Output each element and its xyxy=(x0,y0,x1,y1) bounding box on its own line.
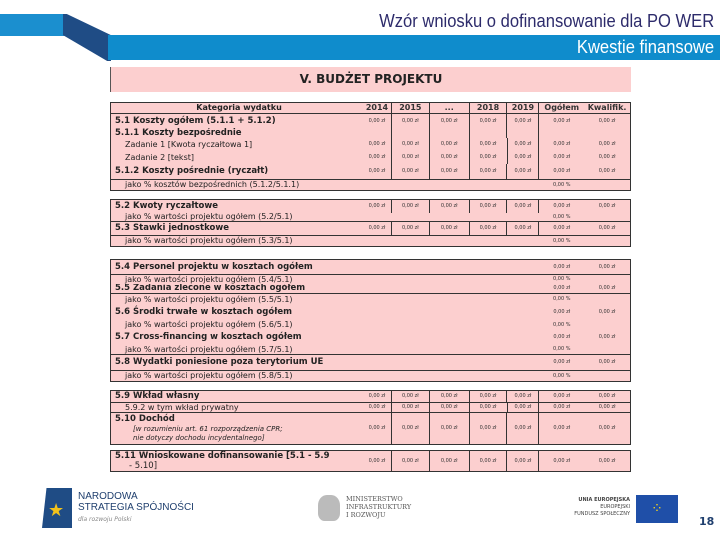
empty-cell xyxy=(392,305,430,320)
empty-cell xyxy=(507,180,539,190)
row-label-text: jako % wartości projektu ogółem (5.8/5.1) xyxy=(125,371,293,380)
value-cell[interactable]: 0,00 zł xyxy=(430,391,470,402)
empty-cell xyxy=(470,275,508,284)
star-icon: ★ xyxy=(48,500,65,521)
value-cell[interactable]: 0,00 zł xyxy=(598,425,616,431)
table-row xyxy=(111,128,630,138)
row-label-text: 5.7 Cross-financing w kosztach ogółem xyxy=(115,332,302,343)
value-cell[interactable]: 0,00 % xyxy=(553,372,571,379)
header-accent-bar xyxy=(0,14,66,36)
eagle-emblem-icon xyxy=(318,495,340,521)
value-cell[interactable]: 0,00 zł xyxy=(507,114,539,128)
empty-cell xyxy=(363,345,392,354)
value-cell[interactable]: 0,00 zł xyxy=(430,114,470,128)
eu-line: EUROPEJSKI xyxy=(600,504,630,510)
row-label-text: 5.8 Wydatki poniesione poza terytorium UE xyxy=(115,357,324,368)
empty-cell xyxy=(392,345,430,354)
table-row xyxy=(111,371,630,381)
empty-cell xyxy=(363,236,392,246)
empty-cell xyxy=(363,355,392,370)
table-row xyxy=(111,236,630,246)
value-cell[interactable]: 0,00 zł xyxy=(598,168,616,174)
table-row xyxy=(111,222,630,236)
value-cell[interactable]: 0,00 zł xyxy=(430,222,470,235)
row-label xyxy=(111,114,363,128)
row-label-text: jako % wartości projektu ogółem (5.5/5.1) xyxy=(125,294,293,304)
empty-cell xyxy=(363,330,392,345)
table-row xyxy=(111,320,630,330)
empty-cell xyxy=(430,284,470,293)
empty-cell xyxy=(584,128,630,138)
table-row xyxy=(111,114,630,128)
value-cell[interactable]: 0,00 zł xyxy=(507,164,539,179)
row-label xyxy=(111,345,363,354)
table-row xyxy=(111,345,630,355)
value-cell[interactable]: 0,00 zł xyxy=(598,285,616,291)
row-label xyxy=(111,151,363,164)
value-cell[interactable]: 0,00 zł xyxy=(553,334,571,340)
value-cell[interactable]: 0,00 zł xyxy=(553,203,571,209)
empty-cell xyxy=(392,355,430,370)
value-cell[interactable]: 0,00 zł xyxy=(392,403,430,412)
value-cell[interactable]: 0,00 zł xyxy=(392,222,430,235)
empty-cell xyxy=(430,330,470,345)
table-row xyxy=(111,284,630,294)
value-cell[interactable]: 0,00 zł xyxy=(392,451,430,471)
value-cell[interactable]: 0,00 zł xyxy=(470,164,508,179)
empty-cell xyxy=(430,128,470,138)
value-cell[interactable]: 0,00 zł xyxy=(598,203,616,209)
ministry-line: I ROZWOJU xyxy=(346,511,386,519)
value-cell[interactable]: 0,00 zł xyxy=(507,391,539,402)
value-cell[interactable]: 0,00 zł xyxy=(508,403,540,412)
value-cell[interactable]: 0,00 zł xyxy=(553,457,571,464)
table-row xyxy=(111,451,630,471)
ministry-logo-text xyxy=(346,495,411,519)
eu-logo-text xyxy=(560,497,630,518)
empty-cell xyxy=(392,180,430,190)
column-header: 2018 xyxy=(470,103,508,113)
table-row xyxy=(111,391,630,403)
row-note: [w rozumieniu art. 61 rozporządzenia CPR; xyxy=(133,424,283,433)
header-accent-slant xyxy=(63,14,111,61)
row-label-text: 5.2 Kwoty ryczałtowe xyxy=(115,201,218,212)
row-label-text: 5.4 Personel projektu w kosztach ogółem xyxy=(115,261,313,272)
slide-title: Wzór wniosku o dofinansowanie dla PO WER xyxy=(378,11,714,31)
row-label-text: 5.6 Środki trwałe w kosztach ogółem xyxy=(115,307,292,318)
row-label-text: 5.1.2 Koszty pośrednie (ryczałt) xyxy=(115,166,269,177)
empty-cell xyxy=(470,330,508,345)
table-row xyxy=(111,151,630,164)
table-row xyxy=(111,305,630,320)
value-cell[interactable]: 0,00 zł xyxy=(553,141,571,147)
empty-cell xyxy=(507,371,539,381)
empty-cell xyxy=(584,213,630,221)
empty-cell xyxy=(392,371,430,381)
value-cell[interactable]: 0,00 zł xyxy=(470,391,508,402)
row-label xyxy=(111,371,363,381)
empty-cell xyxy=(507,236,539,246)
value-cell[interactable]: 0,00 zł xyxy=(598,359,616,365)
value-cell[interactable]: 0,00 zł xyxy=(598,404,616,410)
value-cell[interactable]: 0,00 zł xyxy=(363,114,392,128)
value-cell[interactable]: 0,00 zł xyxy=(507,200,539,213)
value-cell[interactable]: 0,00 zł xyxy=(363,138,392,151)
value-cell[interactable]: 0,00 zł xyxy=(470,114,508,128)
empty-cell xyxy=(470,213,508,221)
value-cell[interactable]: 0,00 zł xyxy=(430,451,470,471)
row-label-text: 5.9.2 w tym wkład prywatny xyxy=(125,403,239,412)
empty-cell xyxy=(392,236,430,246)
empty-cell xyxy=(507,213,539,221)
row-label xyxy=(111,180,363,190)
value-cell[interactable]: 0,00 zł xyxy=(598,154,616,160)
empty-cell xyxy=(507,294,539,305)
empty-cell xyxy=(392,320,430,330)
value-cell[interactable]: 0,00 zł xyxy=(470,403,508,412)
row-label xyxy=(111,403,363,412)
value-cell[interactable]: 0,00 % xyxy=(553,237,571,244)
row-label xyxy=(111,320,363,330)
value-cell[interactable]: 0,00 % xyxy=(553,213,571,220)
empty-cell xyxy=(430,180,470,190)
value-cell[interactable]: 0,00 zł xyxy=(470,151,508,164)
value-cell[interactable]: 0,00 zł xyxy=(363,222,392,235)
row-label-text: 5.1 Koszty ogółem (5.1.1 + 5.1.2) xyxy=(115,115,276,126)
empty-cell xyxy=(470,355,508,370)
empty-cell xyxy=(363,320,392,330)
empty-cell xyxy=(584,236,630,246)
table-row xyxy=(111,213,630,222)
empty-cell xyxy=(470,236,508,246)
row-label xyxy=(111,164,363,179)
empty-cell xyxy=(507,305,539,320)
value-cell[interactable]: 0,00 zł xyxy=(553,425,571,431)
value-cell[interactable]: 0,00 zł xyxy=(598,263,616,270)
value-cell[interactable]: 0,00 zł xyxy=(470,451,508,471)
row-label xyxy=(111,330,363,345)
empty-cell xyxy=(507,128,539,138)
empty-cell xyxy=(392,260,430,274)
column-header: 2019 xyxy=(507,103,539,113)
row-label-text: Zadanie 2 [tekst] xyxy=(125,152,194,162)
value-cell[interactable]: 0,00 zł xyxy=(508,138,540,151)
table-row xyxy=(111,200,630,213)
empty-cell xyxy=(392,275,430,284)
row-label-text: Zadanie 1 [Kwota ryczałtowa 1] xyxy=(125,139,253,149)
row-label xyxy=(111,222,363,235)
row-label-text: jako % wartości projektu ogółem (5.6/5.1) xyxy=(125,320,293,329)
empty-cell xyxy=(507,275,539,284)
row-label xyxy=(111,236,363,246)
empty-cell xyxy=(430,355,470,370)
value-cell[interactable]: 0,00 zł xyxy=(392,391,430,402)
budget-section xyxy=(110,102,631,191)
row-label-cont: - 5.10] xyxy=(129,460,158,471)
value-cell[interactable]: 0,00 zł xyxy=(470,413,508,444)
nss-line: STRATEGIA SPÓJNOŚCI xyxy=(78,502,194,513)
empty-cell xyxy=(363,284,392,293)
empty-cell xyxy=(363,371,392,381)
ministry-line: MINISTERSTWO xyxy=(346,495,403,503)
eu-line: UNIA EUROPEJSKA xyxy=(578,497,630,503)
value-cell[interactable]: 0,00 zł xyxy=(598,457,616,464)
budget-title: V. BUDŻET PROJEKTU xyxy=(110,67,631,92)
empty-cell xyxy=(507,260,539,274)
value-cell[interactable]: 0,00 zł xyxy=(430,138,470,151)
eu-flag-icon: ⁘ xyxy=(636,495,678,523)
empty-cell xyxy=(363,128,392,138)
empty-cell xyxy=(392,213,430,221)
empty-cell xyxy=(392,294,430,305)
value-cell[interactable]: 0,00 zł xyxy=(430,151,470,164)
row-label xyxy=(111,413,363,444)
table-row xyxy=(111,413,630,444)
empty-cell xyxy=(539,128,584,138)
empty-cell xyxy=(470,305,508,320)
row-label-text: 5.11 Wnioskowane dofinansowanie [5.1 - 5.9 xyxy=(115,451,330,461)
value-cell[interactable]: 0,00 zł xyxy=(363,151,392,164)
row-label xyxy=(111,391,363,402)
value-cell[interactable]: 0,00 zł xyxy=(363,451,392,471)
table-row xyxy=(111,138,630,151)
table-row xyxy=(111,294,630,305)
page-number: 18 xyxy=(699,515,715,528)
value-cell[interactable]: 0,00 zł xyxy=(392,138,430,151)
value-cell[interactable]: 0,00 zł xyxy=(430,164,470,179)
empty-cell xyxy=(470,284,508,293)
row-label xyxy=(111,305,363,320)
empty-cell xyxy=(430,305,470,320)
value-cell[interactable]: 0,00 % xyxy=(553,296,571,302)
row-label-text: jako % wartości projektu ogółem (5.2/5.1) xyxy=(125,213,293,221)
value-cell[interactable]: 0,00 zł xyxy=(392,413,430,444)
value-cell[interactable]: 0,00 zł xyxy=(598,225,616,231)
value-cell[interactable]: 0,00 zł xyxy=(392,164,430,179)
row-label-text: jako % wartości projektu ogółem (5.3/5.1) xyxy=(125,236,293,245)
empty-cell xyxy=(507,320,539,330)
value-cell[interactable]: 0,00 zł xyxy=(363,200,392,213)
empty-cell xyxy=(430,275,470,284)
empty-cell xyxy=(363,213,392,221)
column-header: 2015 xyxy=(392,103,430,113)
table-row xyxy=(111,260,630,275)
table-row xyxy=(111,403,630,413)
row-label xyxy=(111,294,363,305)
row-label xyxy=(111,355,363,370)
row-label-text: jako % wartości projektu ogółem (5.7/5.1) xyxy=(125,345,293,354)
value-cell[interactable]: 0,00 zł xyxy=(392,151,430,164)
table-row xyxy=(111,180,630,190)
value-cell[interactable]: 0,00 zł xyxy=(430,413,470,444)
budget-section xyxy=(110,450,631,472)
value-cell[interactable]: 0,00 zł xyxy=(430,403,470,412)
value-cell[interactable]: 0,00 zł xyxy=(598,334,616,340)
empty-cell xyxy=(430,260,470,274)
value-cell[interactable]: 0,00 zł xyxy=(553,393,571,399)
value-cell[interactable]: 0,00 zł xyxy=(553,285,571,291)
value-cell[interactable]: 0,00 zł xyxy=(553,225,571,231)
empty-cell xyxy=(470,260,508,274)
row-label-text: jako % wartości projektu ogółem (5.4/5.1) xyxy=(125,275,293,284)
value-cell[interactable]: 0,00 zł xyxy=(363,164,392,179)
row-label-text: 5.1.1 Koszty bezpośrednie xyxy=(115,128,242,138)
budget-section xyxy=(110,390,631,445)
table-row xyxy=(111,164,630,180)
value-cell[interactable]: 0,00 zł xyxy=(507,413,539,444)
table-row xyxy=(111,330,630,345)
empty-cell xyxy=(392,284,430,293)
value-cell[interactable]: 0,00 zł xyxy=(392,200,430,213)
value-cell[interactable]: 0,00 zł xyxy=(553,359,571,365)
table-row xyxy=(111,275,630,284)
nss-line: NARODOWA xyxy=(78,491,138,502)
empty-cell xyxy=(363,180,392,190)
empty-cell xyxy=(430,294,470,305)
value-cell[interactable]: 0,00 zł xyxy=(363,403,392,412)
empty-cell xyxy=(470,294,508,305)
eu-line: FUNDUSZ SPOŁECZNY xyxy=(574,511,630,517)
column-header: Ogółem xyxy=(544,103,580,112)
column-header: ... xyxy=(430,103,470,113)
empty-cell xyxy=(430,236,470,246)
empty-cell xyxy=(584,180,630,190)
budget-section xyxy=(110,199,631,247)
row-label xyxy=(111,260,363,274)
empty-cell xyxy=(363,275,392,284)
empty-cell xyxy=(584,320,630,330)
row-label xyxy=(111,284,363,293)
value-cell[interactable]: 0,00 zł xyxy=(553,404,571,410)
value-cell[interactable]: 0,00 zł xyxy=(470,222,508,235)
value-cell[interactable]: 0,00 % xyxy=(553,321,571,328)
value-cell[interactable]: 0,00 % xyxy=(553,181,571,188)
empty-cell xyxy=(392,330,430,345)
value-cell[interactable]: 0,00 zł xyxy=(470,200,508,213)
empty-cell xyxy=(470,128,508,138)
empty-cell xyxy=(584,294,630,305)
empty-cell xyxy=(363,305,392,320)
row-label-text: 5.3 Stawki jednostkowe xyxy=(115,223,229,234)
value-cell[interactable]: 0,00 zł xyxy=(553,154,571,160)
value-cell[interactable]: 0,00 zł xyxy=(598,141,616,147)
value-cell[interactable]: 0,00 zł xyxy=(430,200,470,213)
column-header: Kategoria wydatku xyxy=(196,103,282,112)
value-cell[interactable]: 0,00 zł xyxy=(507,222,539,235)
empty-cell xyxy=(430,320,470,330)
nss-logo-text xyxy=(78,491,194,513)
empty-cell xyxy=(430,345,470,354)
value-cell[interactable]: 0,00 zł xyxy=(363,413,392,444)
value-cell[interactable]: 0,00 zł xyxy=(553,309,571,315)
row-label-text: 5.5 Zadania zlecone w kosztach ogółem xyxy=(115,284,306,293)
row-label xyxy=(111,275,363,284)
value-cell[interactable]: 0,00 % xyxy=(553,276,571,282)
empty-cell xyxy=(584,275,630,284)
empty-cell xyxy=(363,294,392,305)
value-cell[interactable]: 0,00 zł xyxy=(598,309,616,315)
value-cell[interactable]: 0,00 zł xyxy=(553,263,571,270)
table-header-row xyxy=(111,103,630,114)
empty-cell xyxy=(470,180,508,190)
empty-cell xyxy=(470,371,508,381)
empty-cell xyxy=(430,371,470,381)
empty-cell xyxy=(507,284,539,293)
value-cell[interactable]: 0,00 zł xyxy=(553,117,571,124)
empty-cell xyxy=(507,330,539,345)
row-label xyxy=(111,138,363,151)
value-cell[interactable]: 0,00 zł xyxy=(470,138,508,151)
nss-subtitle: dla rozwoju Polski xyxy=(78,516,132,523)
column-header: 2014 xyxy=(363,103,392,113)
empty-cell xyxy=(507,345,539,354)
row-label xyxy=(111,213,363,221)
empty-cell xyxy=(507,355,539,370)
empty-cell xyxy=(363,260,392,274)
value-cell[interactable]: 0,00 zł xyxy=(598,393,616,399)
empty-cell xyxy=(584,345,630,354)
row-label-text: 5.9 Wkład własny xyxy=(115,391,200,402)
value-cell[interactable]: 0,00 zł xyxy=(508,151,540,164)
value-cell[interactable]: 0,00 zł xyxy=(392,114,430,128)
empty-cell xyxy=(392,128,430,138)
slide-subtitle: Kwestie finansowe xyxy=(576,37,714,57)
column-header: Kwalifik. xyxy=(587,103,627,112)
row-note: nie dotyczy dochodu incydentalnego] xyxy=(133,433,265,442)
budget-section xyxy=(110,259,631,382)
value-cell[interactable]: 0,00 % xyxy=(553,346,571,352)
row-label-text: jako % kosztów bezpośrednich (5.1.2/5.1.1) xyxy=(125,180,300,189)
value-cell[interactable]: 0,00 zł xyxy=(507,451,539,471)
value-cell[interactable]: 0,00 zł xyxy=(363,391,392,402)
row-label xyxy=(111,128,363,138)
empty-cell xyxy=(470,345,508,354)
value-cell[interactable]: 0,00 zł xyxy=(598,117,616,124)
row-label xyxy=(111,451,363,471)
row-label xyxy=(111,200,363,213)
empty-cell xyxy=(430,213,470,221)
value-cell[interactable]: 0,00 zł xyxy=(553,168,571,174)
empty-cell xyxy=(470,320,508,330)
row-label-text: 5.10 Dochód xyxy=(115,414,175,425)
ministry-line: INFRASTRUKTURY xyxy=(346,503,412,511)
table-row xyxy=(111,355,630,371)
empty-cell xyxy=(584,371,630,381)
